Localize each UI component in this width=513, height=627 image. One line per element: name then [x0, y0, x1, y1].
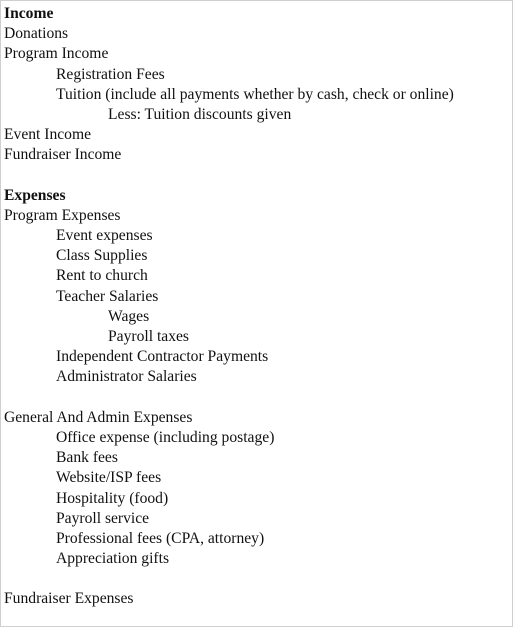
blank-line [4, 166, 454, 186]
chart-of-accounts [4, 4, 454, 610]
fundraiser-income-line: Fundraiser Income [4, 146, 122, 164]
hospitality-line: Hospitality (food) [56, 489, 169, 507]
event-expenses-line: Event expenses [56, 227, 153, 245]
tuition-discounts-line: Less: Tuition discounts given [108, 105, 292, 123]
bank-fees-line: Bank fees [56, 449, 118, 467]
program-expenses-line: Program Expenses [4, 206, 121, 224]
class-supplies-line: Class Supplies [56, 247, 148, 265]
rent-to-church-line: Rent to church [56, 267, 148, 285]
administrator-salaries-line: Administrator Salaries [56, 368, 197, 386]
registration-fees-line: Registration Fees [56, 65, 165, 83]
payroll-service-line: Payroll service [56, 509, 150, 527]
donations-line: Donations [4, 25, 69, 43]
expenses-heading: Expenses [4, 186, 66, 204]
income-heading: Income [4, 5, 54, 22]
tuition-line: Tuition (include all payments whether by cash, check or online) [56, 85, 454, 103]
program-income-line: Program Income [4, 45, 109, 63]
independent-contractor-line: Independent Contractor Payments [56, 348, 269, 366]
office-expense-line: Office expense (including postage) [56, 428, 275, 446]
payroll-taxes-line: Payroll taxes [108, 328, 189, 345]
website-isp-line: Website/ISP fees [56, 469, 162, 487]
appreciation-gifts-line: Appreciation gifts [56, 550, 170, 568]
blank-line [4, 569, 454, 589]
general-admin-line: General And Admin Expenses [4, 408, 193, 426]
teacher-salaries-line: Teacher Salaries [56, 287, 159, 305]
fundraiser-expenses-line: Fundraiser Expenses [4, 590, 134, 608]
event-income-line: Event Income [4, 126, 92, 144]
blank-line [4, 388, 454, 408]
professional-fees-line: Professional fees (CPA, attorney) [56, 529, 265, 547]
wages-line: Wages [108, 307, 150, 325]
